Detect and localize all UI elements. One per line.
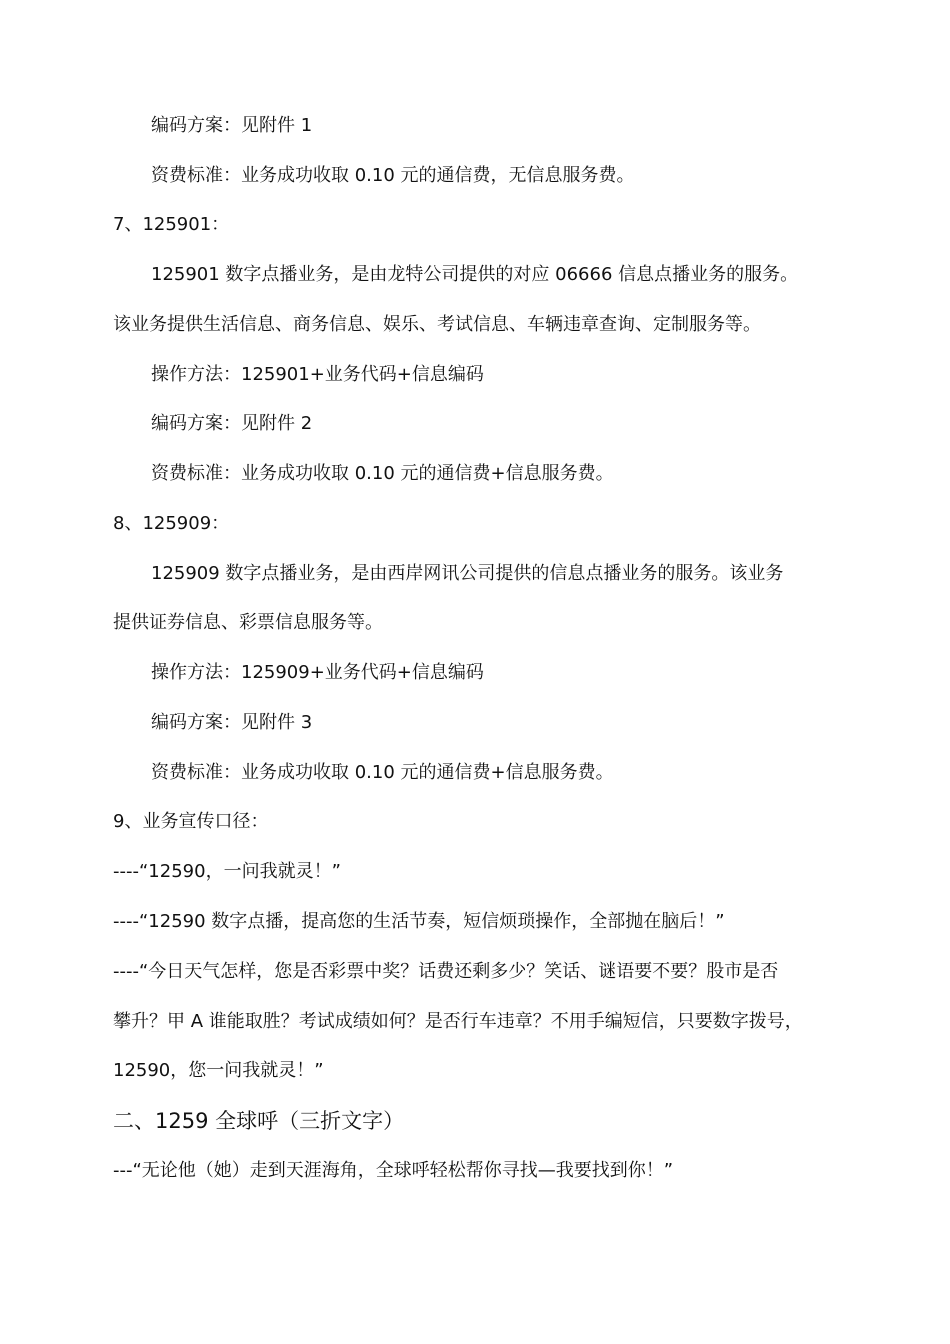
global-call-slogan: ---“无论他（她）走到天涯海角，全球呼轻松帮你寻找—我要找到你！” [113,1160,674,1181]
tariff-line-7: 资费标准：业务成功收取 0.10 元的通信费+信息服务费。 [151,463,614,484]
section-2-heading: 二、1259 全球呼（三折文字） [113,1109,405,1133]
section-8-desc-line-2: 提供证券信息、彩票信息服务等。 [113,612,383,633]
slogan-3-line-2: 攀升？甲 A 谁能取胜？考试成绩如何？是否行车违章？不用手编短信，只要数字拨号， [113,1011,803,1032]
operation-method-line-8: 操作方法：125909+业务代码+信息编码 [151,662,484,683]
section-7-title: 7、125901： [113,214,230,235]
encoding-scheme-line-1: 编码方案：见附件 1 [151,115,313,136]
encoding-scheme-line-2: 编码方案：见附件 2 [151,413,313,434]
section-8-desc-line-1: 125909 数字点播业务，是由西岸网讯公司提供的信息点播业务的服务。该业务 [151,563,784,584]
section-7-desc-line-1: 125901 数字点播业务，是由龙特公司提供的对应 06666 信息点播业务的服务。 [151,264,799,285]
encoding-scheme-line-3: 编码方案：见附件 3 [151,712,313,733]
tariff-line-8: 资费标准：业务成功收取 0.10 元的通信费+信息服务费。 [151,762,614,783]
tariff-line-1: 资费标准：业务成功收取 0.10 元的通信费，无信息服务费。 [151,165,635,186]
section-8-title: 8、125909： [113,513,230,534]
operation-method-line-7: 操作方法：125901+业务代码+信息编码 [151,364,484,385]
section-9-title: 9、业务宣传口径： [113,811,269,832]
section-7-desc-line-2: 该业务提供生活信息、商务信息、娱乐、考试信息、车辆违章查询、定制服务等。 [113,314,761,335]
slogan-1: ----“12590，一问我就灵！” [113,861,341,882]
slogan-3-line-1: ----“今日天气怎样，您是否彩票中奖？话费还剩多少？笑话、谜语要不要？股市是否 [113,961,779,982]
slogan-3-line-3: 12590，您一问我就灵！” [113,1060,324,1081]
slogan-2: ----“12590 数字点播，提高您的生活节奏，短信烦琐操作，全部抛在脑后！” [113,911,725,932]
